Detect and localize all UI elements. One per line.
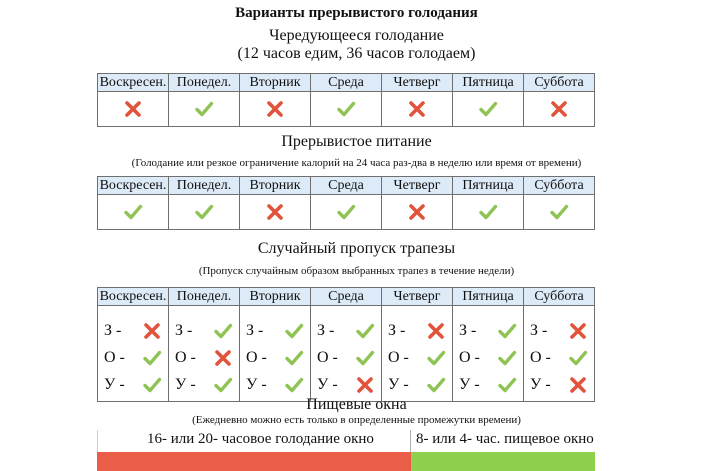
day-cell: [453, 195, 524, 230]
meal-list: [524, 306, 594, 398]
day-header-row: [98, 74, 595, 92]
day-cell: [98, 92, 169, 127]
meal-label: У -: [317, 375, 338, 393]
meal-label: З -: [175, 321, 193, 339]
meals-row: [98, 306, 595, 402]
meal-row: [453, 317, 523, 344]
cross-icon: [426, 321, 446, 341]
check-icon: [213, 321, 233, 341]
meal-list: [169, 306, 239, 398]
meal-list: [98, 306, 168, 398]
check-icon: [549, 202, 569, 222]
meal-row: [98, 317, 168, 344]
meal-label: З -: [104, 321, 122, 339]
day-header: Среда: [311, 288, 382, 306]
day-header: Вторник: [240, 177, 311, 195]
meal-label: У -: [388, 375, 409, 393]
eating-window-label: 8- или 4- час. пищевое окно: [416, 431, 594, 447]
meal-row: [382, 317, 452, 344]
day-header: Среда: [311, 74, 382, 92]
section2-table: [97, 176, 595, 230]
eating-window-bar: [411, 452, 595, 471]
check-icon: [142, 375, 162, 395]
day-meals-cell: [240, 306, 311, 402]
day-header-row: [98, 288, 595, 306]
check-icon: [355, 348, 375, 368]
day-header: Суббота: [524, 288, 595, 306]
day-meals-cell: [382, 306, 453, 402]
meal-list: [453, 306, 523, 398]
section1-heading: Чередующееся голодание: [269, 27, 444, 44]
check-icon: [497, 348, 517, 368]
meal-row: [311, 317, 381, 344]
meal-row: [524, 344, 594, 371]
day-header: Воскресен.: [98, 288, 169, 306]
day-header: Пятница: [453, 288, 524, 306]
meal-list: [382, 306, 452, 398]
fasting-window-label: 16- или 20- часовое голодание окно: [147, 431, 374, 447]
meal-row: [169, 344, 239, 371]
day-cell: [169, 195, 240, 230]
day-header: Вторник: [240, 74, 311, 92]
section4-note: (Ежедневно можно есть только в определенные промежутки времени): [192, 414, 521, 426]
day-cell: [524, 92, 595, 127]
meal-label: О -: [317, 348, 338, 366]
day-header: Суббота: [524, 177, 595, 195]
day-header: Понедел.: [169, 288, 240, 306]
check-icon: [284, 321, 304, 341]
check-icon: [497, 321, 517, 341]
meal-label: О -: [459, 348, 480, 366]
marks-row: [98, 195, 595, 230]
meal-row: [98, 344, 168, 371]
cross-icon: [568, 375, 588, 395]
meal-row: [240, 317, 310, 344]
cross-icon: [123, 99, 143, 119]
check-icon: [213, 375, 233, 395]
section1-table: [97, 73, 595, 127]
check-icon: [336, 202, 356, 222]
cross-icon: [265, 99, 285, 119]
check-icon: [284, 348, 304, 368]
meal-label: З -: [530, 321, 548, 339]
day-header: Воскресен.: [98, 74, 169, 92]
cross-icon: [213, 348, 233, 368]
meal-label: О -: [530, 348, 551, 366]
day-meals-cell: [98, 306, 169, 402]
section2-heading: Прерывистое питание: [281, 133, 432, 150]
check-icon: [194, 99, 214, 119]
cross-icon: [355, 375, 375, 395]
meal-label: О -: [104, 348, 125, 366]
day-header: Воскресен.: [98, 177, 169, 195]
meal-label: О -: [388, 348, 409, 366]
day-header: Суббота: [524, 74, 595, 92]
meal-row: [382, 344, 452, 371]
day-cell: [382, 92, 453, 127]
day-meals-cell: [311, 306, 382, 402]
check-icon: [478, 99, 498, 119]
meal-row: [524, 371, 594, 398]
meal-row: [382, 371, 452, 398]
meal-row: [311, 371, 381, 398]
meal-row: [169, 371, 239, 398]
day-meals-cell: [453, 306, 524, 402]
section3-heading: Случайный пропуск трапезы: [257, 240, 456, 257]
meal-row: [240, 371, 310, 398]
section4-heading: Пищевые окна: [306, 396, 407, 413]
day-cell: [524, 195, 595, 230]
check-icon: [142, 348, 162, 368]
day-cell: [311, 92, 382, 127]
cross-icon: [549, 99, 569, 119]
meal-label: О -: [175, 348, 196, 366]
window-left-edge: [97, 430, 98, 452]
day-header: Понедел.: [169, 74, 240, 92]
section1-subheading: (12 часов едим, 36 часов голодаем): [237, 45, 476, 62]
day-cell: [311, 195, 382, 230]
check-icon: [497, 375, 517, 395]
section3-table: [97, 287, 595, 402]
meal-row: [169, 317, 239, 344]
day-meals-cell: [524, 306, 595, 402]
meal-row: [453, 371, 523, 398]
meal-label: У -: [104, 375, 125, 393]
day-header: Четверг: [382, 177, 453, 195]
cross-icon: [407, 99, 427, 119]
meal-label: З -: [317, 321, 335, 339]
day-header: Среда: [311, 177, 382, 195]
meal-label: У -: [530, 375, 551, 393]
day-header: Четверг: [382, 74, 453, 92]
day-header: Понедел.: [169, 177, 240, 195]
cross-icon: [142, 321, 162, 341]
day-cell: [240, 195, 311, 230]
day-cell: [240, 92, 311, 127]
check-icon: [123, 202, 143, 222]
meal-label: У -: [175, 375, 196, 393]
cross-icon: [568, 321, 588, 341]
page-title: Варианты прерывистого голодания: [235, 5, 478, 21]
marks-row: [98, 92, 595, 127]
check-icon: [194, 202, 214, 222]
meal-row: [453, 344, 523, 371]
cross-icon: [407, 202, 427, 222]
day-cell: [98, 195, 169, 230]
meal-row: [311, 344, 381, 371]
day-header: Четверг: [382, 288, 453, 306]
fasting-window-bar: [97, 452, 411, 471]
check-icon: [426, 375, 446, 395]
day-cell: [169, 92, 240, 127]
day-cell: [382, 195, 453, 230]
check-icon: [478, 202, 498, 222]
section2-note: (Голодание или резкое ограничение калорий на 24 часа раз-два в неделю или время от времени): [131, 157, 582, 169]
meal-row: [240, 344, 310, 371]
check-icon: [426, 348, 446, 368]
meal-list: [240, 306, 310, 398]
check-icon: [355, 321, 375, 341]
meal-label: З -: [388, 321, 406, 339]
window-divider: [410, 430, 411, 452]
day-header: Пятница: [453, 177, 524, 195]
cross-icon: [265, 202, 285, 222]
check-icon: [336, 99, 356, 119]
meal-row: [524, 317, 594, 344]
meal-label: З -: [459, 321, 477, 339]
meal-list: [311, 306, 381, 398]
day-header: Вторник: [240, 288, 311, 306]
day-header: Пятница: [453, 74, 524, 92]
meal-label: У -: [246, 375, 267, 393]
meal-label: У -: [459, 375, 480, 393]
day-cell: [453, 92, 524, 127]
meal-label: З -: [246, 321, 264, 339]
section3-note: (Пропуск случайным образом выбранных трапез в течение недели): [198, 265, 515, 277]
day-header-row: [98, 177, 595, 195]
day-meals-cell: [169, 306, 240, 402]
check-icon: [284, 375, 304, 395]
meal-label: О -: [246, 348, 267, 366]
check-icon: [568, 348, 588, 368]
meal-row: [98, 371, 168, 398]
